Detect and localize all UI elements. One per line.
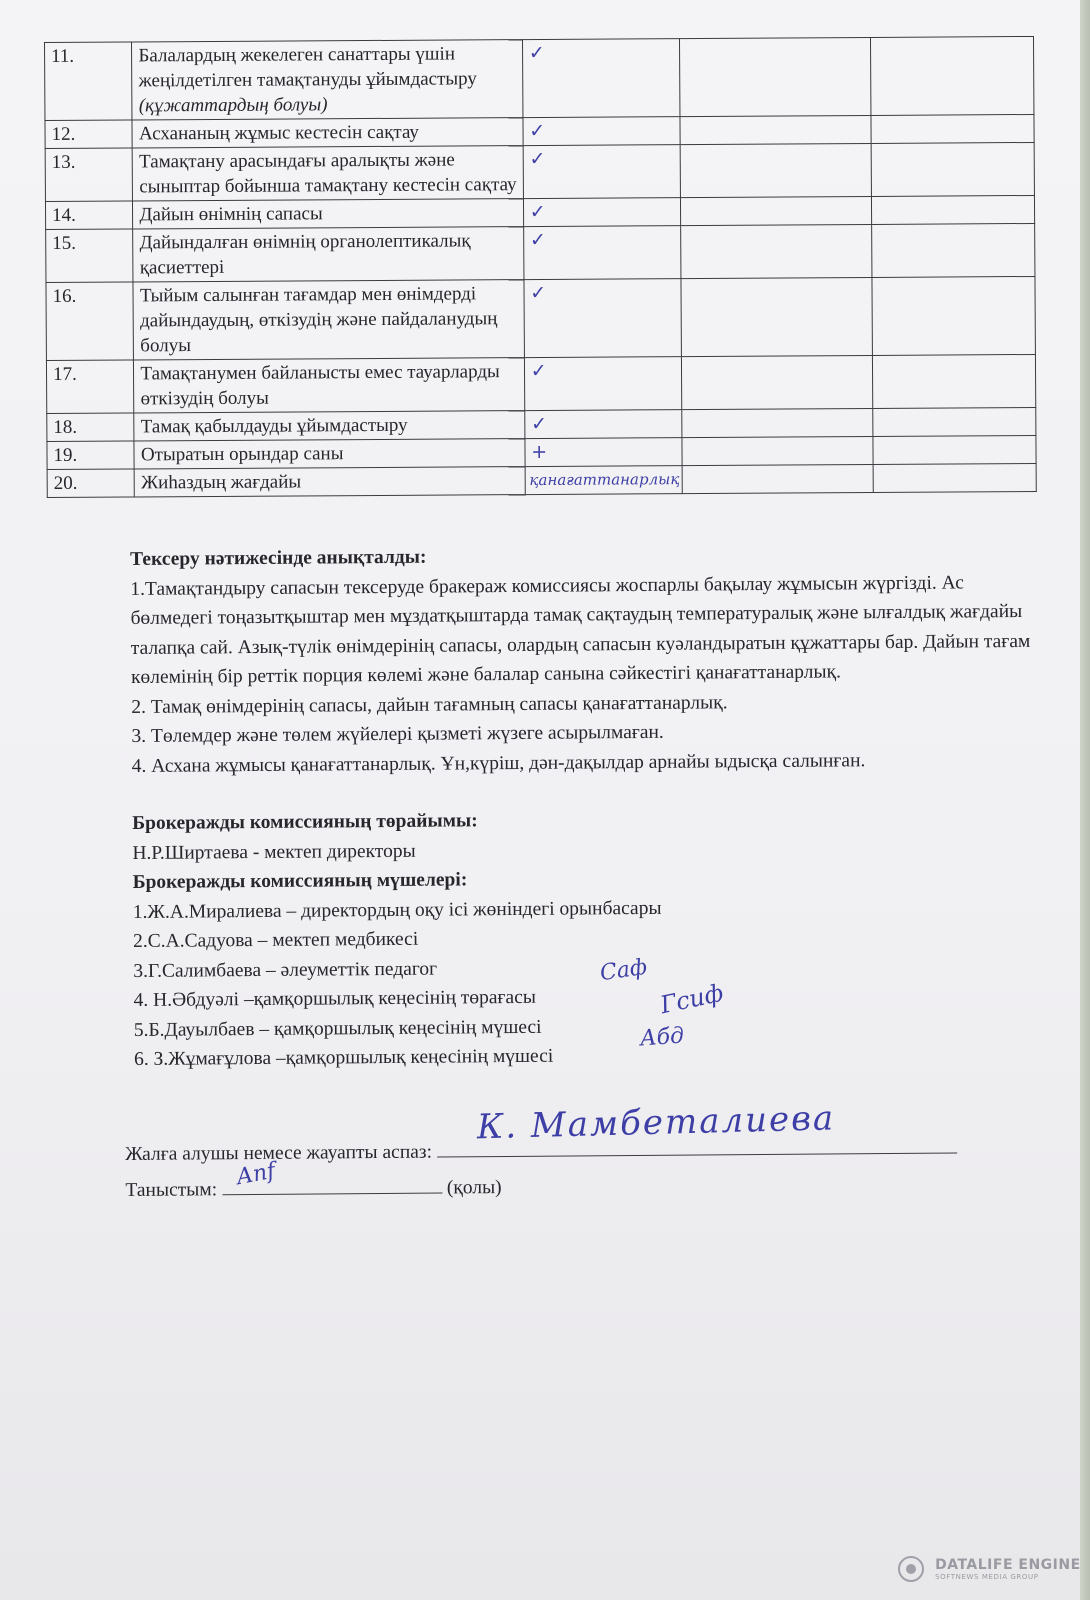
table-row <box>45 36 1034 120</box>
member-item: 1.Ж.А.Миралиева – директордың оқу ісі жөніндегі орынбасары <box>132 897 662 923</box>
findings-heading: Тексеру нәтижесінде анықталды: <box>130 546 427 570</box>
footer-section <box>125 1098 1056 1207</box>
row-number: 18. <box>47 413 135 442</box>
empty-cell <box>872 223 1035 277</box>
finding-item: 3. Төлемдер және төлем жүйелері қызметі жүзеге асырылмаған. <box>131 721 664 747</box>
empty-cell <box>873 463 1036 492</box>
empty-cell <box>680 115 871 144</box>
row-number: 12. <box>45 120 133 149</box>
row-criterion <box>133 227 524 282</box>
criterion-text: Жиһаздың жағдайы <box>141 471 302 494</box>
criterion-text: Балалардың жекелеген санаттары үшін жеңілдетілген тамақтануды ұйымдастыру <box>138 43 477 92</box>
handwritten-signature: Саф <box>598 954 649 987</box>
table-row <box>46 354 1035 413</box>
row-criterion <box>132 118 522 148</box>
chair-heading: Брокеражды комиссияның төрайымы: <box>132 810 478 834</box>
row-criterion <box>134 358 525 413</box>
ack-label: Таныстым: <box>125 1179 218 1201</box>
empty-cell <box>871 114 1034 143</box>
finding-item: 1.Тамақтандыру сапасын тексеруде бракераж комиссиясы жоспарлы бақылау жұмысын жүргізді. Ас бөлмедегі тоңазытқыштар мен мұздатқыштарда тамақ сақтаудың температуралық және ылғалдық жағдайы талапқа сай. Азық-түлік өнімдерінің сапасы, олардың сапасын куәландыратын құжаттары бар. Дайын тағам көлемінің бір реттік порция көлемі және балалар санына сәйкестігі қанағаттанарлық. <box>130 571 1031 688</box>
criterion-text: Дайын өнімнің сапасы <box>139 203 323 226</box>
row-criterion <box>133 280 524 360</box>
table-row <box>46 276 1035 360</box>
row-criterion <box>133 199 523 229</box>
ack-signature-line <box>222 1158 442 1196</box>
row-number: 17. <box>46 360 134 414</box>
check-mark-icon: ✓ <box>524 279 682 358</box>
check-mark-icon: ✓ <box>523 145 681 199</box>
watermark-title: DATALIFE ENGINE <box>935 1557 1081 1573</box>
page-edge <box>1080 0 1090 1600</box>
cook-label: Жалға алушы немесе жауапты аспаз: <box>125 1141 433 1165</box>
row-number: 16. <box>46 282 134 361</box>
criterion-text: Тамақ қабылдауды ұйымдастыру <box>140 414 408 438</box>
empty-cell <box>682 408 873 437</box>
empty-cell <box>681 224 872 278</box>
handwritten-note: қанағаттанарлық <box>525 466 683 495</box>
handwritten-signature: Абд <box>639 1023 685 1052</box>
cook-signature-line <box>437 1098 957 1157</box>
row-criterion <box>134 439 524 469</box>
empty-cell <box>682 464 873 493</box>
empty-cell <box>681 277 873 356</box>
check-mark-icon: ✓ <box>523 117 681 146</box>
eye-logo-icon <box>898 1556 924 1582</box>
check-mark-icon: ✓ <box>524 410 682 439</box>
criterion-text: Асхананың жұмыс кестесін сақтау <box>138 121 419 145</box>
empty-cell <box>871 36 1034 115</box>
check-mark-icon: + <box>525 438 683 467</box>
row-number: 15. <box>46 229 134 283</box>
criterion-text: Тыйым салынған тағамдар мен өнімдерді дайындаудың, өткізудің және пайдаланудың болуы <box>139 283 498 357</box>
empty-cell <box>873 354 1036 408</box>
empty-cell <box>872 195 1035 224</box>
row-number: 11. <box>45 42 133 121</box>
findings-section <box>130 538 1034 1075</box>
members-heading: Брокеражды комиссияның мүшелері: <box>132 869 468 893</box>
ack-suffix: (қолы) <box>446 1177 502 1199</box>
row-number: 20. <box>47 469 135 498</box>
member-item: 3.Г.Салимбаева – әлеуметтік педагог <box>133 958 438 982</box>
watermark-logo <box>898 1556 1081 1582</box>
finding-item: 4. Асхана жұмысы қанағаттанарлық. Ұн,күріш, дән-дақылдар арнайы ыдысқа салынған. <box>131 749 866 777</box>
member-item: 5.Б.Дауылбаев – қамқоршылық кеңесінің мүшесі <box>133 1016 542 1041</box>
criterion-note: (құжаттардың болуы) <box>138 94 328 117</box>
member-item: 2.С.А.Садуова – мектеп медбикесі <box>133 928 419 952</box>
empty-cell <box>680 37 872 116</box>
empty-cell <box>873 407 1036 436</box>
check-mark-icon: ✓ <box>524 357 682 411</box>
empty-cell <box>873 435 1036 464</box>
member-item: 6. З.Жұмағұлова –қамқоршылық кеңесінің мүшесі <box>133 1045 554 1070</box>
row-criterion <box>135 467 525 497</box>
empty-cell <box>872 276 1035 355</box>
criterion-text: Дайындалған өнімнің органолептикалық қасиеттері <box>139 230 471 279</box>
empty-cell <box>681 196 872 225</box>
empty-cell <box>682 436 873 465</box>
row-criterion <box>132 40 523 120</box>
watermark-subtitle: SOFTNEWS MEDIA GROUP <box>935 1573 1039 1581</box>
row-criterion <box>134 411 524 441</box>
row-number: 19. <box>47 441 135 470</box>
handwritten-signature: Гсиф <box>657 978 726 1020</box>
empty-cell <box>871 142 1034 196</box>
finding-item: 2. Тамақ өнімдерінің сапасы, дайын тағамның сапасы қанағаттанарлық. <box>131 691 728 718</box>
check-mark-icon: ✓ <box>522 39 680 118</box>
chair-name: Н.Р.Ширтаева - мектеп директоры <box>132 840 416 864</box>
table-row <box>47 463 1036 497</box>
handwritten-signature: Аnf <box>233 1158 277 1191</box>
criterion-text: Тамақтану арасындағы аралықты және сыныптар бойынша тамақтану кестесін сақтау <box>139 149 517 198</box>
empty-cell <box>680 143 871 197</box>
empty-cell <box>682 355 873 409</box>
member-item: 4. Н.Әбдуәлі –қамқоршылық кеңесінің төрағасы <box>133 986 537 1011</box>
ack-line <box>125 1158 1055 1207</box>
row-criterion <box>133 146 524 201</box>
row-number: 13. <box>45 148 133 202</box>
row-number: 14. <box>45 201 133 230</box>
table-row <box>45 142 1034 201</box>
checklist-table <box>44 36 1037 498</box>
table-row <box>46 223 1035 282</box>
criterion-text: Отыратын орындар саны <box>140 443 344 466</box>
check-mark-icon: ✓ <box>523 226 681 280</box>
criterion-text: Тамақтанумен байланысты емес тауарларды өткізудің болуы <box>140 361 500 410</box>
check-mark-icon: ✓ <box>523 198 681 227</box>
cook-signature: К. Мамбеталиева <box>476 1098 836 1148</box>
